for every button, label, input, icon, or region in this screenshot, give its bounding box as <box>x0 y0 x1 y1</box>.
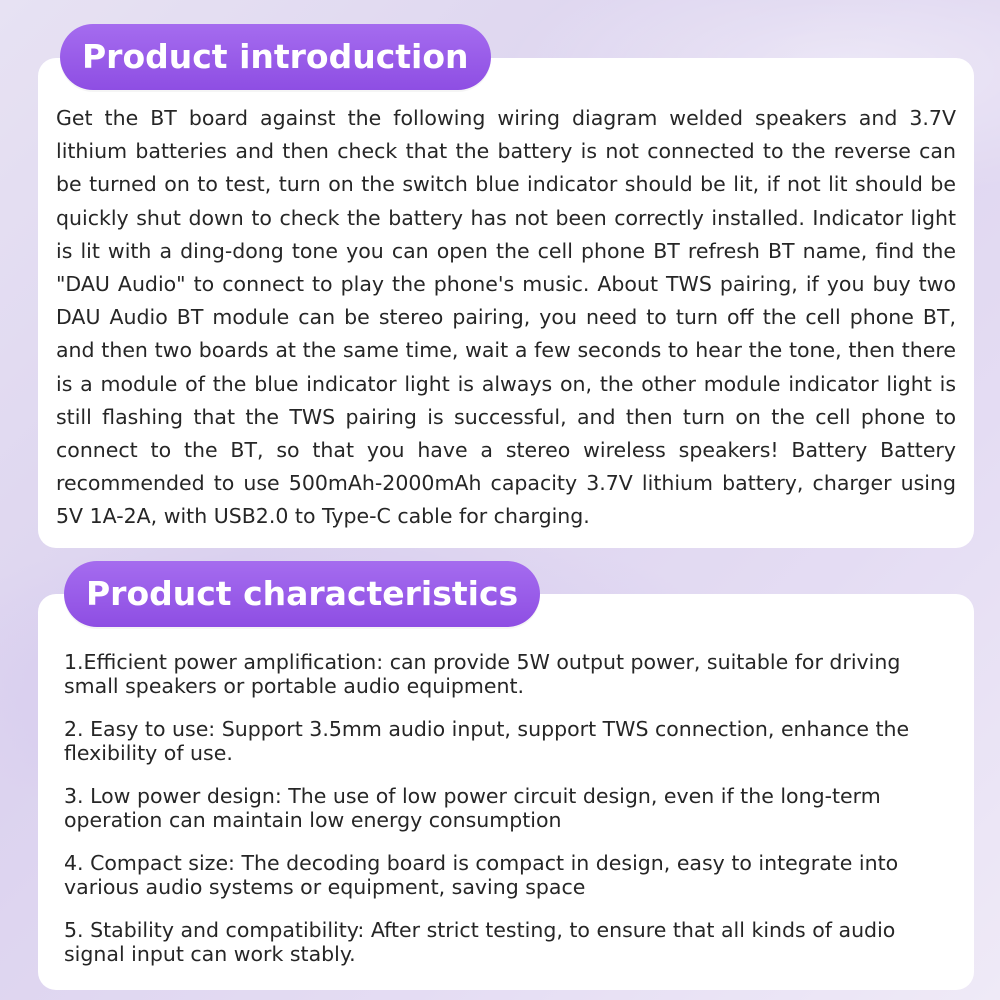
list-item: 4. Compact size: The decoding board is compact in design, easy to integrate into various audio systems or equipment, saving space <box>64 851 899 899</box>
list-item: 5. Stability and compatibility: After strict testing, to ensure that all kinds of audio signal input can work stably. <box>64 918 896 966</box>
intro-body: Get the BT board against the following wiring diagram welded speakers and 3.7V lithium batteries and then check that the battery is not connected to the reverse can be turned on to test, turn on the switch blue indicator should be lit, if not lit should be quickly shut down to check the battery has not been correctly installed. Indicator light is lit with a ding-dong tone you can open the cell phone BT refresh BT name, find the "DAU Audio" to connect to play the phone's music. About TWS pairing, if you buy two DAU Audio BT module can be stereo pairing, you need to turn off the cell phone BT, and then two boards at the same time, wait a few seconds to hear the tone, then there is a module of the blue indicator light is always on, the other module indicator light is still flashing that the TWS pairing is successful, and then turn on the cell phone to connect to the BT, so that you have a stereo wireless speakers! Battery Battery recommended to use 500mAh-2000mAh capacity 3.7V lithium battery, charger using 5V 1A-2A, with USB2.0 to Type-C cable for charging. <box>56 106 956 529</box>
list-item: 1.Efficient power amplification: can provide 5W output power, suitable for driving small speakers or portable audio equipment. <box>64 650 901 698</box>
list-item: 2. Easy to use: Support 3.5mm audio input, support TWS connection, enhance the flexibility of use. <box>64 717 910 765</box>
characteristics-list <box>64 650 944 985</box>
list-item: 3. Low power design: The use of low power circuit design, even if the long-term operation can maintain low energy consumption <box>64 784 881 832</box>
intro-heading: Product introduction <box>60 24 491 90</box>
characteristics-heading: Product characteristics <box>64 561 540 627</box>
